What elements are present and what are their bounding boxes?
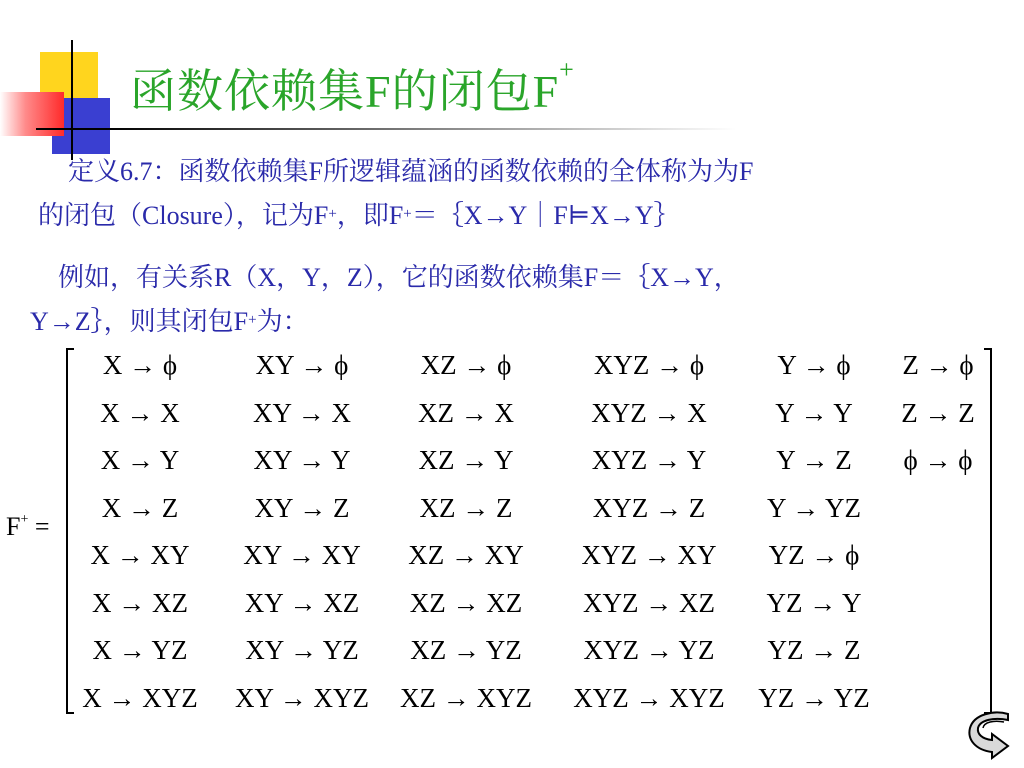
matrix-cell: XZ → Z (419, 492, 513, 523)
matrix-cell: XZ → ϕ (420, 350, 512, 380)
slide-title (130, 55, 575, 121)
matrix-cell: XY → X (253, 397, 351, 428)
decor-vertical-line (71, 40, 73, 160)
matrix-cell: XY → Y (253, 445, 351, 475)
title-superscript: + (559, 55, 575, 84)
matrix-cell: ϕ → ϕ (903, 445, 973, 475)
fplus-sup: + (20, 512, 29, 527)
matrix-cell: XY → YZ (245, 635, 359, 665)
definition-line-1: 定义6.7：函数依赖集F所逻辑蕴涵的函数依赖的全体称为为F (68, 157, 754, 186)
matrix-cell: Z → Z (901, 397, 975, 428)
matrix-cell: XZ → Y (418, 445, 514, 475)
fplus-equals: = (28, 512, 50, 541)
matrix-cell: X → XY (90, 540, 190, 570)
example-line-1: 例如，有关系R（X，Y，Z），它的函数依赖集F＝｛X→Y， (58, 263, 740, 292)
matrix-cell: X → Z (101, 492, 179, 523)
example-sup: + (248, 312, 257, 328)
definition-line-2a: 的闭包（Closure），记为F (38, 201, 329, 230)
fplus-letter: F (6, 512, 21, 541)
decor-horizontal-line (36, 128, 736, 130)
matrix-cell: X → ϕ (102, 350, 178, 380)
matrix-cell: Y → YZ (767, 492, 861, 523)
matrix-cell: XYZ → YZ (583, 635, 715, 665)
example-line-2a: Y→Z｝，则其闭包F (30, 307, 249, 336)
matrix-cell: XY → XY (243, 540, 361, 570)
matrix-cell: XYZ → Y (591, 445, 707, 475)
matrix-cell: XYZ → XY (581, 540, 717, 570)
matrix-cell: XYZ → XYZ (573, 682, 725, 713)
matrix-cell: XZ → XYZ (400, 682, 532, 713)
matrix-cell: XY → XYZ (235, 682, 369, 713)
matrix-cell: Y → ϕ (777, 350, 851, 380)
matrix-cell: X → XYZ (82, 682, 198, 713)
matrix-cell: Z → ϕ (902, 350, 974, 380)
matrix-cell: XZ → XY (408, 540, 524, 570)
matrix-cell: X → X (100, 397, 180, 428)
fplus-label (6, 512, 50, 542)
matrix-cell: XZ → XZ (409, 587, 523, 618)
matrix-cell: XYZ → ϕ (593, 350, 705, 380)
definition-sup-2: + (403, 206, 412, 222)
matrix-cell: Y → Y (775, 397, 853, 428)
matrix-cell: XZ → X (418, 397, 514, 428)
title-text: 函数依赖集F的闭包F (130, 66, 560, 117)
example-paragraph (30, 256, 1010, 344)
example-line-2b: 为： (256, 307, 309, 336)
return-arrow-icon[interactable] (964, 708, 1016, 762)
matrix-left-bracket (66, 348, 74, 714)
matrix-cell: Y → Z (776, 445, 852, 475)
closure-matrix (76, 340, 986, 720)
matrix-cell: YZ → ϕ (768, 540, 860, 570)
matrix-cell: YZ → YZ (758, 682, 870, 713)
matrix-cell: XY → ϕ (255, 350, 349, 380)
matrix-cell: XYZ → X (591, 397, 707, 428)
matrix-cell: XYZ → XZ (583, 587, 715, 618)
definition-sup-1: + (328, 206, 337, 222)
matrix-cell: XY → Z (254, 492, 350, 523)
matrix-cell: X → XZ (92, 587, 188, 618)
matrix-cell: X → Y (100, 445, 180, 475)
matrix-cell: XZ → YZ (410, 635, 522, 665)
definition-line-2b: ，即F (336, 201, 404, 230)
matrix-cell: XYZ → Z (592, 492, 706, 523)
matrix-cell: YZ → Z (767, 635, 861, 665)
matrix-cell: YZ → Y (766, 587, 862, 618)
definition-line-2c: ＝｛X→Y｜F⊨X→Y｝ (411, 201, 680, 230)
matrix-cell: XY → XZ (244, 587, 360, 618)
definition-paragraph (38, 150, 1008, 238)
matrix-cell: X → YZ (92, 635, 188, 665)
